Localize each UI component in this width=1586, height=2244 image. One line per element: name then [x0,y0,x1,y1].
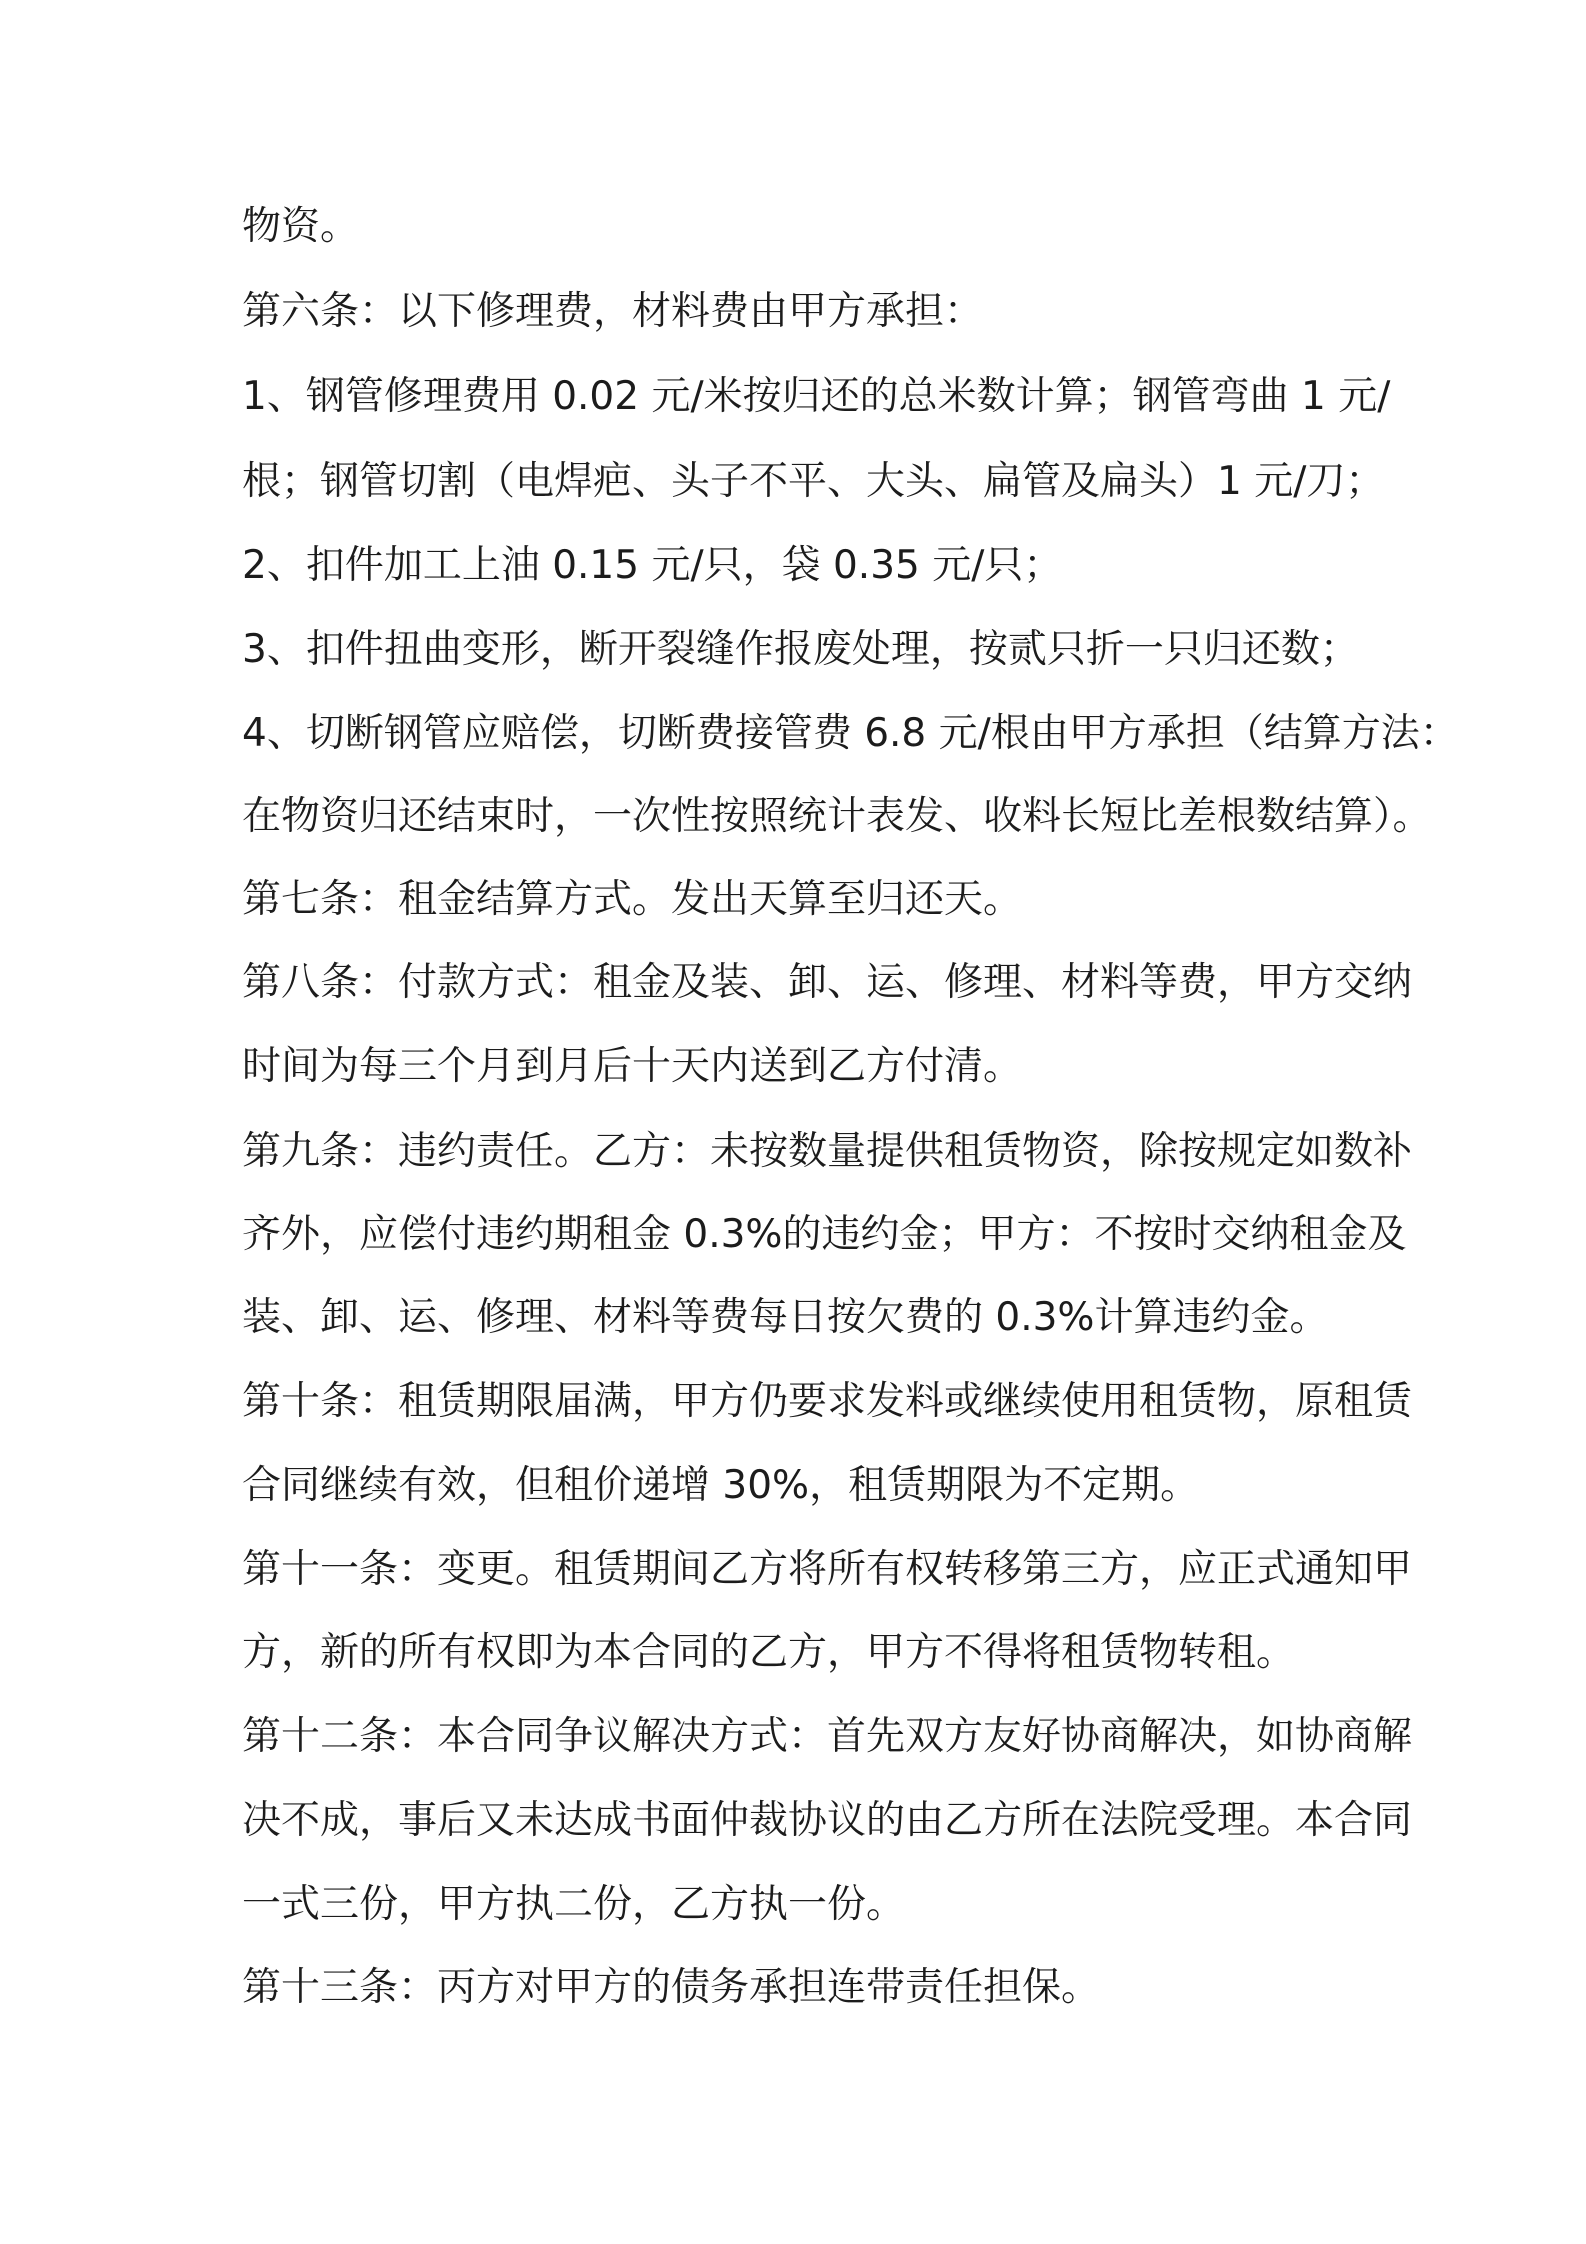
text-line: 齐外，应偿付违约期租金 0.3%的违约金；甲方：不按时交纳租金及 [242,1212,1407,1257]
article-7-heading: 第七条：租金结算方式。发出天算至归还天。 [242,877,1023,922]
text-line: 3、扣件扭曲变形，断开裂缝作报废处理，按贰只折一只归还数； [242,627,1359,672]
text-line: 决不成，事后又未达成书面仲裁协议的由乙方所在法院受理。本合同 [242,1798,1413,1843]
text-line: 2、扣件加工上油 0.15 元/只，袋 0.35 元/只； [242,543,1063,588]
text-line: 4、切断钢管应赔偿，切断费接管费 6.8 元/根由甲方承担（结算方法： [242,711,1459,756]
text-line: 合同继续有效，但租价递增 30%，租赁期限为不定期。 [242,1463,1200,1508]
article-11-heading: 第十一条：变更。租赁期间乙方将所有权转移第三方，应正式通知甲 [242,1547,1413,1592]
article-10-heading: 第十条：租赁期限届满，甲方仍要求发料或继续使用租赁物，原租赁 [242,1379,1413,1424]
text-line: 装、卸、运、修理、材料等费每日按欠费的 0.3%计算违约金。 [242,1295,1329,1340]
article-12-heading: 第十二条：本合同争议解决方式：首先双方友好协商解决，如协商解 [242,1714,1413,1759]
text-line: 1、钢管修理费用 0.02 元/米按归还的总米数计算；钢管弯曲 1 元/ [242,374,1391,419]
text-line: 根；钢管切割（电焊疤、头子不平、大头、扁管及扁头）1 元/刀； [242,459,1385,504]
article-8-heading: 第八条：付款方式：租金及装、卸、运、修理、材料等费，甲方交纳 [242,960,1413,1005]
text-line: 一式三份，甲方执二份，乙方执一份。 [242,1882,906,1927]
text-line: 在物资归还结束时，一次性按照统计表发、收料长短比差根数结算）。 [242,794,1432,839]
article-9-heading: 第九条：违约责任。乙方：未按数量提供租赁物资，除按规定如数补 [242,1129,1413,1174]
text-line: 时间为每三个月到月后十天内送到乙方付清。 [242,1044,1023,1089]
article-6-heading: 第六条：以下修理费，材料费由甲方承担： [242,289,984,334]
text-line: 物资。 [242,204,360,249]
text-line: 方，新的所有权即为本合同的乙方，甲方不得将租赁物转租。 [242,1630,1296,1675]
article-13-heading: 第十三条：丙方对甲方的债务承担连带责任担保。 [242,1965,1101,2010]
